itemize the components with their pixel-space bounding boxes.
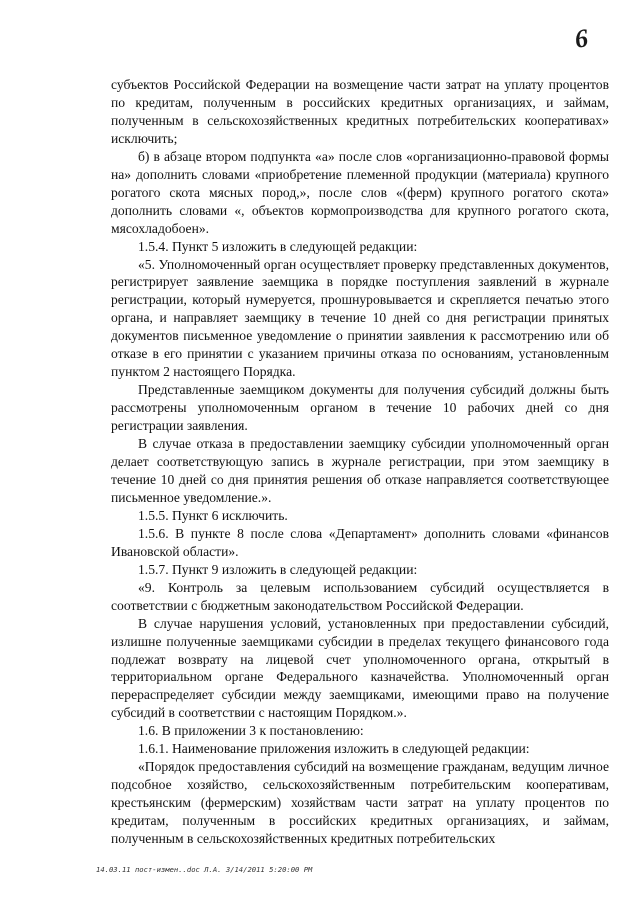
paragraph: Представленные заемщиком документы для получения субсидий должны быть рассмотрены уполномоченным органом в течение 10 рабочих дней со дня регистрации заявления.: [111, 382, 609, 434]
paragraph: б) в абзаце втором подпункта «а» после слов «организационно-правовой формы на» дополнить словами «приобретение племенной продукции (материала) крупного рогатого скота мясных пород,», после слов «(ферм) крупного рогатого скота» дополнить словами «, объектов кормопроизводства для крупного рогатого скота, мясохладобоен».: [111, 148, 609, 236]
page-number: 6: [572, 23, 590, 54]
paragraph: 1.6.1. Наименование приложения изложить в следующей редакции:: [138, 741, 530, 757]
paragraph: В случае отказа в предоставлении заемщику субсидии уполномоченный орган делает соответствующую запись в журнале регистрации, при этом заемщику в течение 10 дней со дня принятия решения об отказе направляется соответствующее письменное уведомление.».: [111, 436, 609, 505]
paragraph: 1.5.6. В пункте 8 после слова «Департамент» дополнить словами «финансов Ивановской области».: [111, 525, 609, 559]
paragraph: 1.6. В приложении 3 к постановлению:: [138, 723, 364, 739]
paragraph: «Порядок предоставления субсидий на возмещение гражданам, ведущим личное подсобное хозяйство, сельскохозяйственным потребительским кооперативам, крестьянским (фермерским) хозяйствам части затрат на уплату процентов по кредитам, полученным в российских кредитных организациях, и займам, полученным в сельскохозяйственных кредитных потребительских: [111, 759, 609, 847]
paragraph: «5. Уполномоченный орган осуществляет проверку представленных документов, регистрирует заявление заемщика в порядке поступления заявлений в журнале регистрации, который нумеруется, прошнуровывается и скрепляется печатью этого органа, и направляет заемщику в течение 10 дней со дня регистрации принятых документов письменное уведомление о принятии заявления к рассмотрению или об отказе в его принятии с указанием причины отказа по основаниям, установленным пунктом 2 настоящего Порядка.: [111, 256, 609, 380]
paragraph: 1.5.7. Пункт 9 изложить в следующей редакции:: [138, 561, 418, 577]
document-footer: 14.03.11 пост-измен..doc Л.А. 3/14/2011 5:20:00 PM: [96, 865, 313, 874]
paragraph: «9. Контроль за целевым использованием субсидий осуществляется в соответствии с бюджетным законодательством Российской Федерации.: [111, 579, 609, 613]
document-body: [111, 76, 609, 848]
paragraph: В случае нарушения условий, установленных при предоставлении субсидий, излишне полученные заемщиками субсидии в пределах текущего финансового года подлежат возврату на лицевой счет уполномоченного органа, открытый в территориальном органе Федерального казначейства. Уполномоченный орган перераспределяет субсидии между заемщиками, имеющими право на получение субсидий в соответствии с настоящим Порядком.».: [111, 615, 609, 721]
paragraph: 1.5.4. Пункт 5 изложить в следующей редакции:: [138, 238, 418, 254]
paragraph: 1.5.5. Пункт 6 исключить.: [138, 507, 288, 523]
paragraph: субъектов Российской Федерации на возмещение части затрат на уплату процентов по кредитам, полученным в российских кредитных организациях, и займам, полученным в сельскохозяйственных кредитных потребительских кооперативах» исключить;: [111, 77, 609, 146]
